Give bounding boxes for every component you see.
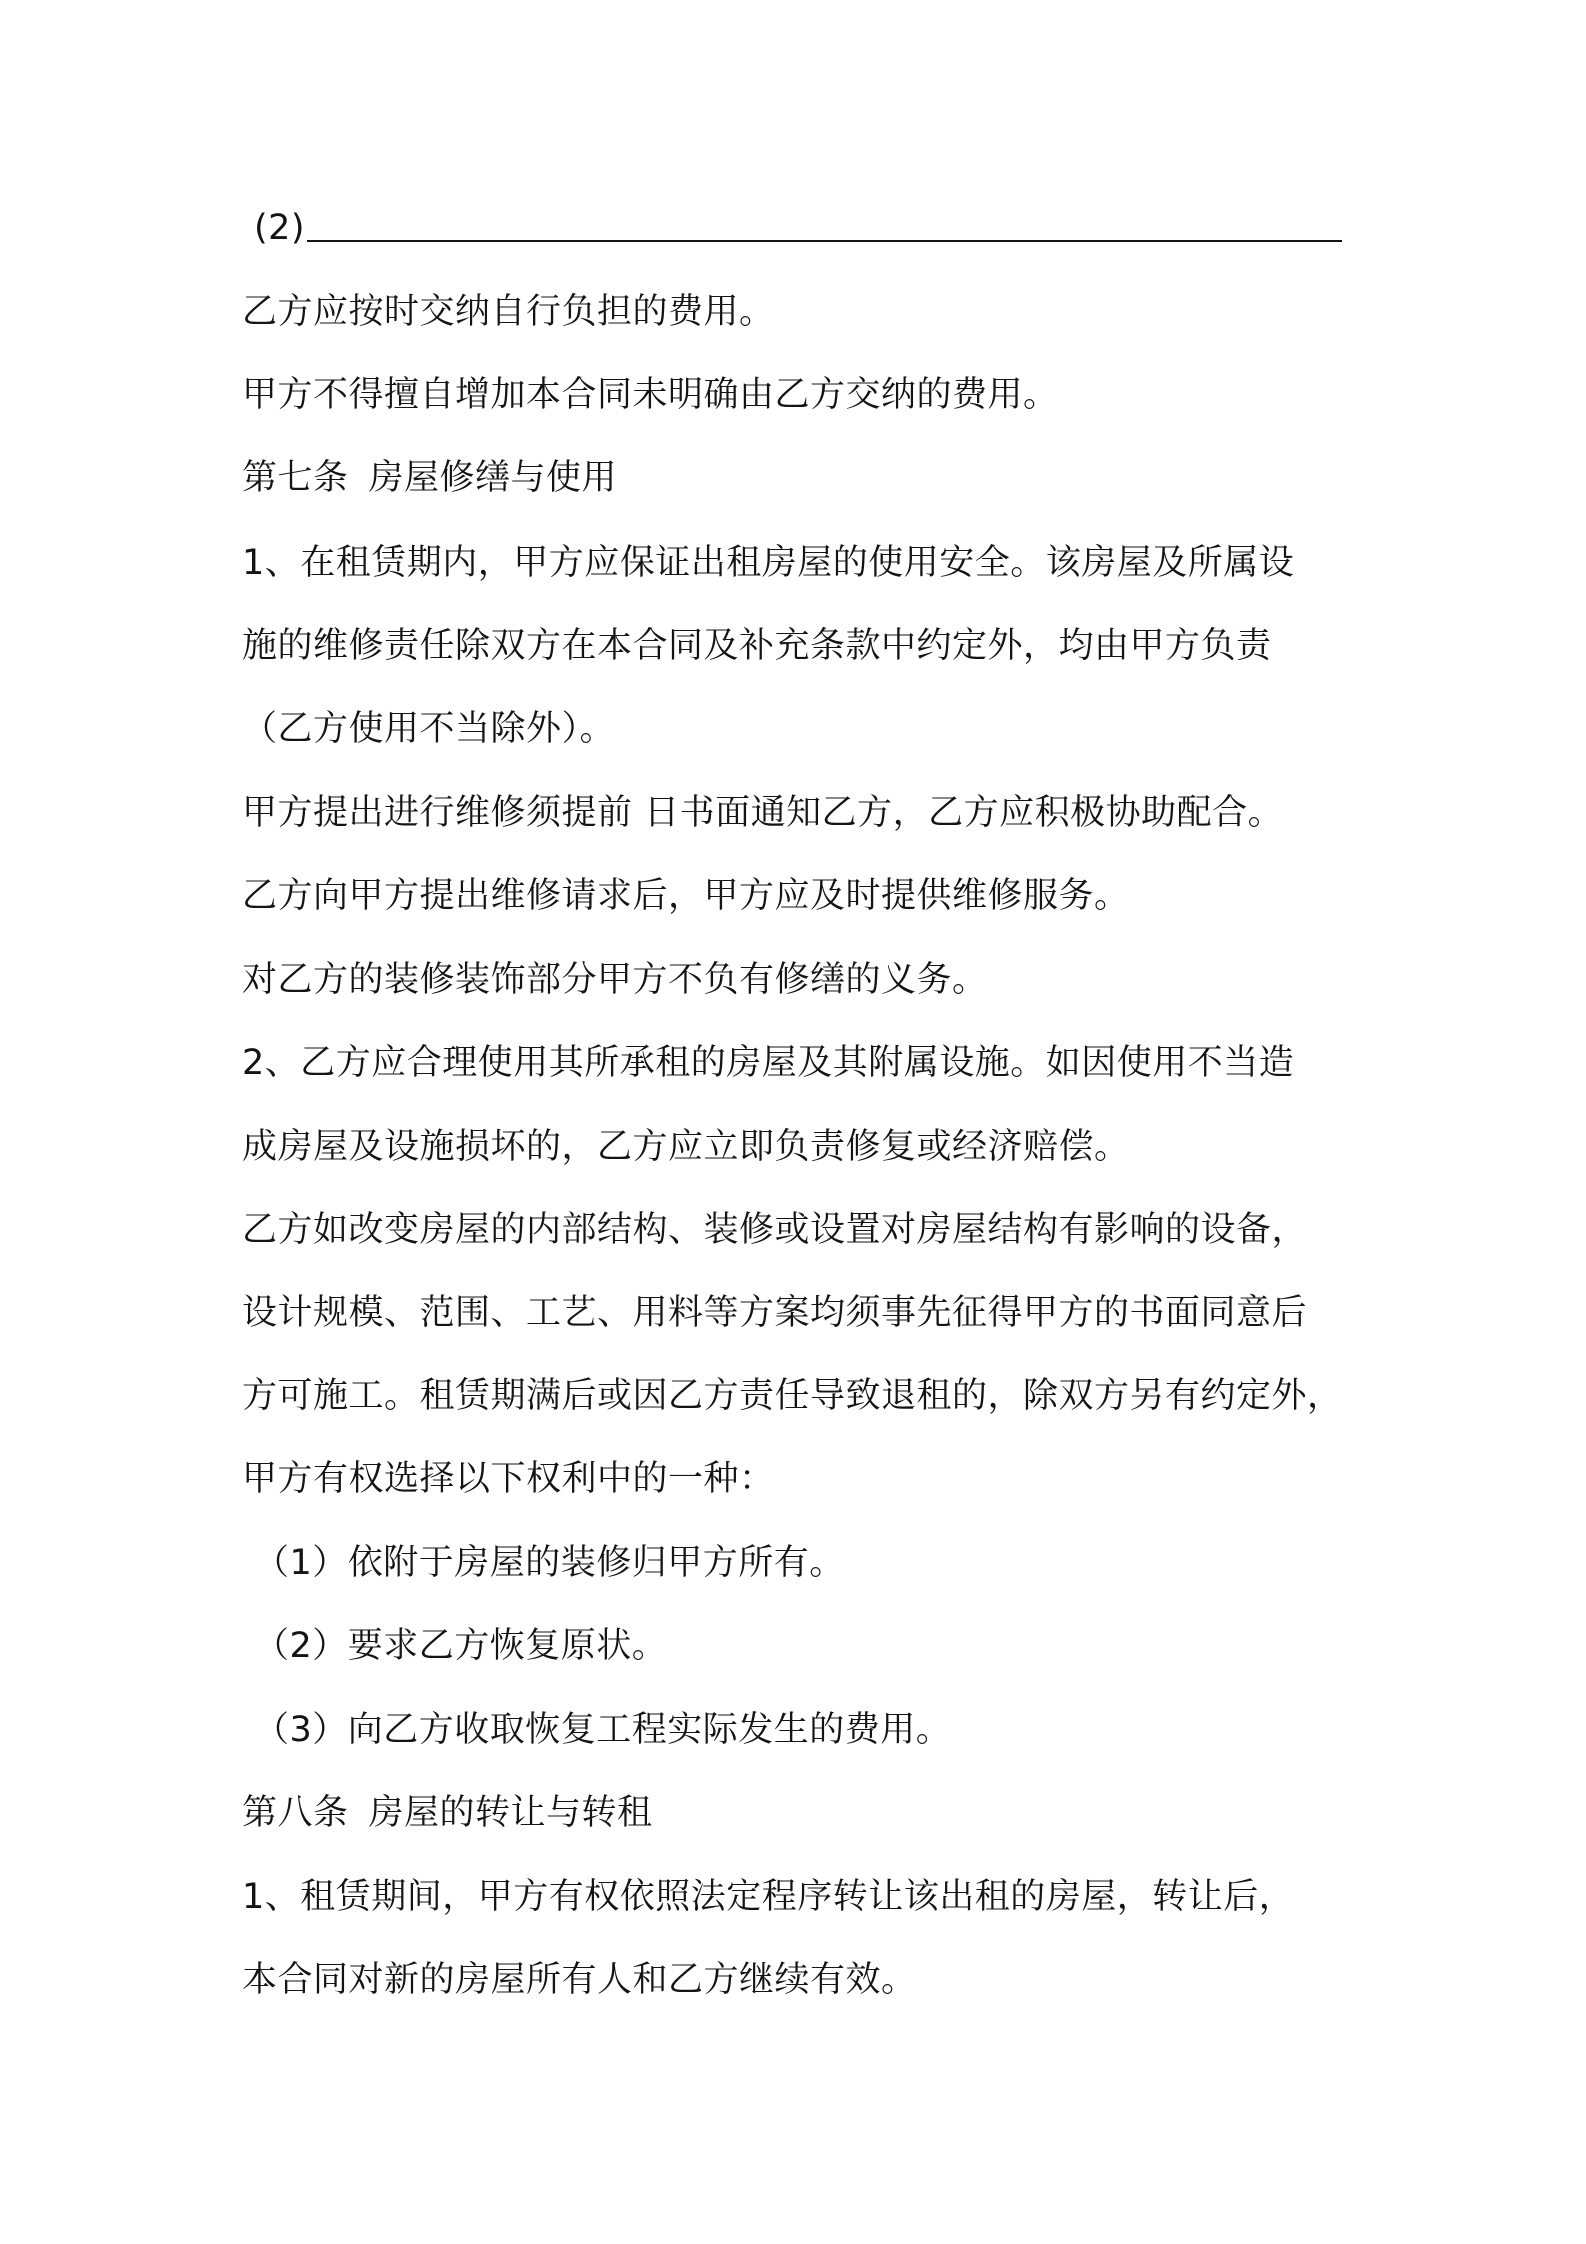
paragraph-line: 2、乙方应合理使用其所承租的房屋及其附属设施。如因使用不当造 <box>242 1043 1295 1083</box>
article-title: 房屋修缮与使用 <box>368 458 618 498</box>
paragraph-line: 甲方有权选择以下权利中的一种： <box>242 1459 775 1499</box>
paragraph-line: 1、在租赁期内，甲方应保证出租房屋的使用安全。该房屋及所属设 <box>242 543 1295 583</box>
article-number: 第八条 <box>242 1793 349 1833</box>
blank-item-label: (2) <box>254 208 306 248</box>
list-item: （3）向乙方收取恢复工程实际发生的费用。 <box>254 1710 952 1750</box>
paragraph-line: 甲方提出进行维修须提前 日书面通知乙方，乙方应积极协助配合。 <box>242 793 1284 833</box>
list-item: （1）依附于房屋的装修归甲方所有。 <box>254 1543 845 1583</box>
paragraph-line: 1、租赁期间，甲方有权依照法定程序转让该出租的房屋，转让后， <box>242 1877 1295 1917</box>
paragraph-line: （乙方使用不当除外）。 <box>242 709 616 749</box>
article-heading <box>242 456 617 500</box>
paragraph-line: 本合同对新的房屋所有人和乙方继续有效。 <box>242 1960 917 2000</box>
paragraph-line: 甲方不得擅自增加本合同未明确由乙方交纳的费用。 <box>242 375 1059 415</box>
paragraph-line: 对乙方的装修装饰部分甲方不负有修缮的义务。 <box>242 960 988 1000</box>
paragraph-line: 设计规模、范围、工艺、用料等方案均须事先征得甲方的书面同意后 <box>242 1293 1308 1333</box>
paragraph-line: 乙方如改变房屋的内部结构、装修或设置对房屋结构有影响的设备， <box>242 1210 1308 1250</box>
article-heading <box>242 1791 653 1835</box>
fill-in-blank-line <box>307 240 1342 242</box>
paragraph-line: 施的维修责任除双方在本合同及补充条款中约定外，均由甲方负责 <box>242 626 1272 666</box>
article-title: 房屋的转让与转租 <box>368 1793 653 1833</box>
blank-item-row <box>254 206 1342 250</box>
paragraph-line: 方可施工。租赁期满后或因乙方责任导致退租的，除双方另有约定外， <box>242 1376 1343 1416</box>
article-number: 第七条 <box>242 458 349 498</box>
paragraph-line: 乙方向甲方提出维修请求后，甲方应及时提供维修服务。 <box>242 876 1130 916</box>
paragraph-line: 乙方应按时交纳自行负担的费用。 <box>242 292 775 332</box>
list-item: （2）要求乙方恢复原状。 <box>254 1626 668 1666</box>
paragraph-line: 成房屋及设施损坏的，乙方应立即负责修复或经济赔偿。 <box>242 1127 1130 1167</box>
